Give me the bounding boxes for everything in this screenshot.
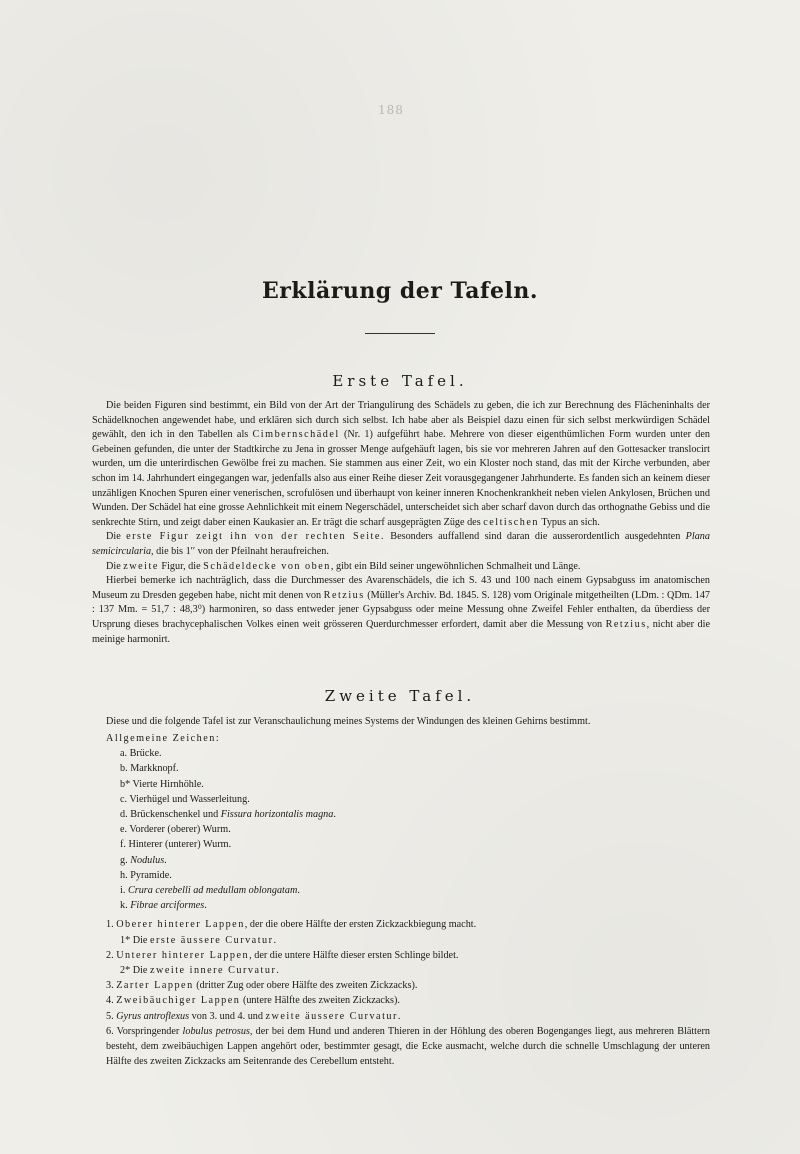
text-run: Die beiden Figuren sind bestimmt, ein Bild von der Art der Triangulirung des Schädels zu geben, die ich zur Berechnung des Flächeninhalts der Schädelknochen angewendet habe, und erklären sich durch sich selbst. Ich habe aber als Beispiel dazu einen für sich selbst merkwürdigen Schädel gewählt, den ich in den Tabellen als [92, 400, 710, 441]
text-run: 2* Die [120, 965, 150, 977]
italic-term: Crura cerebelli ad medullam oblongatam [127, 885, 298, 897]
spaced-term: Retzius [323, 589, 365, 601]
text-run: . [333, 809, 336, 820]
spaced-term: Schädeldecke von oben [203, 560, 331, 572]
spaced-term: Zweibäuchiger Lappen [116, 995, 241, 1007]
text-run: g. [120, 854, 131, 866]
text-run: Figur, die [158, 560, 204, 572]
text-run: Hierbei bemerke ich nachträglich, dass die Durchmesser des Avarenschädels, die ich S. 43 und 100 nach einem Gypsabguss im anatomischen Museum zu Dresden gegeben habe, nicht mit denen von [92, 575, 710, 601]
text-run: e. Vorderer (oberer) Wurm. [120, 824, 231, 836]
text-run: . [273, 934, 277, 946]
spaced-term: Zarter Lappen [116, 980, 194, 992]
text-run: . [276, 965, 279, 977]
legend-item [120, 746, 710, 761]
italic-term: Plana semicircularia [92, 531, 710, 557]
legend-item [120, 807, 710, 822]
legend-list [92, 746, 710, 913]
spaced-term: Oberer hinterer Lappen [116, 919, 245, 931]
legend-item [120, 898, 710, 913]
text-run: d. Brückenschenkel und [120, 809, 221, 820]
text-run: 1. [106, 919, 117, 931]
text-run: b* Vierte Hirnhöhle. [120, 778, 204, 790]
italic-term: Fibrae arciformes [130, 900, 205, 912]
legend-item [120, 853, 710, 868]
sub-item [106, 933, 710, 948]
spaced-term: celtischen [483, 516, 539, 528]
title-divider [365, 333, 435, 334]
list-item [106, 1009, 710, 1024]
section-heading-erste-tafel: Erste Tafel. [332, 372, 468, 390]
list-item [106, 1024, 710, 1070]
spaced-term: zweite innere Curvatur [150, 965, 277, 977]
text-run: . [164, 854, 167, 866]
text-run: 2. [106, 949, 117, 961]
text-run: (Nr. 1) aufgeführt habe. Mehrere von dieser eigenthümlichen Form wurden unter den Gebeinen gefunden, die unter der Stadtkirche zu Jena in grosser Menge aufgehäuft lagen, bis sie vor mehreren Jahren auf den Gottesacker translocirt wurden, um die unterirdischen Gewölbe frei zu machen. Sie stammen aus einer Zeit, wo ein Kloster noch stand, das mit der Kirche verbunden, aber schon im 14. Jahrhundert eingegangen war, jedenfalls also aus einer Reihe dieser Zeit vorausgegangener Jahrhunderte. Es fanden sich an keinem dieser unzähligen Knochen Spuren einer venerischen, scrofulösen und überhaupt von keiner inneren Knochenkrankheit neben vielen Ankylosen, Brüchen und Wunden. Der Schädel hat eine grosse Aehnlichkeit mit einem Negerschädel, unterscheidet sich aber scharf davon durch das orthognathe Gebiss und die senkrechte Stirn, und zeigt daber einen Kaukasier an. Er trägt die scharf ausgeprägten Züge des [92, 429, 710, 528]
paragraph [92, 574, 710, 647]
text-run: , die bis 1′′ von der Pfeilnaht heraufreichen. [151, 545, 329, 557]
spaced-term: Retzius [605, 618, 647, 630]
list-item [106, 917, 710, 947]
text-run: 5. [106, 1010, 117, 1022]
text-run: . [204, 900, 207, 912]
text-run: , nicht aber die meinige harmonirt. [92, 618, 710, 645]
text-run: Die [106, 560, 124, 572]
spaced-term: zweite äussere Curvatur [265, 1010, 398, 1022]
italic-term: Nodulus [130, 854, 165, 866]
spaced-term: Unterer hinterer Lappen [116, 949, 250, 961]
text-run: , der die obere Hälfte der ersten Zickzackbiegung macht. [244, 919, 477, 931]
legend-item [120, 837, 710, 852]
text-run: (dritter Zug oder obere Hälfte des zweiten Zickzacks). [193, 980, 418, 992]
text-run: Die [106, 531, 127, 543]
text-run: . [297, 885, 300, 897]
section-zweite-tafel [92, 715, 710, 1069]
legend-item [120, 822, 710, 837]
section-heading-zweite-tafel: Zweite Tafel. [324, 687, 476, 705]
spaced-term: Cimbernschädel [252, 429, 340, 441]
text-run: , der die untere Hälfte dieser ersten Schlinge bildet. [249, 949, 459, 961]
legend-item [120, 777, 710, 792]
list-item [106, 978, 710, 993]
spaced-term: erste Figur zeigt ihn von der rechten Seite. [126, 531, 385, 543]
text-run: a. Brücke. [120, 748, 162, 760]
text-run: Besonders auffallend sind daran die ausserordentlich ausgedehnten [384, 531, 686, 543]
legend-item [120, 792, 710, 807]
text-run: , gibt ein Bild seiner ungewöhnlichen Schmalheit und Länge. [330, 560, 581, 572]
list-item [106, 948, 710, 978]
text-run: 4. [106, 995, 117, 1007]
text-run: , der bei dem Hund und anderen Thieren in der Höhlung des oberen Bogenganges liegt, aus mehreren Blättern besteht, dem zweibäuchigen Lappen angehört oder, bestimmter gesagt, die Ecke ausmacht, welche durch die schnelle Umschlagung der unteren Hälfte des zweiten Zickzacks am Seitenrande des Cerebellum entsteht. [106, 1025, 711, 1068]
text-run: (Müller's Archiv. Bd. 1845. S. 128) vom Originale mitgetheilten (LDm. : QDm. 147 : 137 Mm. = 51,7 : 48,3⁰) harmoniren, so dass entweder jener Gypsabguss oder meine Messung ohne Zweifel Fehler enthalten, da überdiess der Ursprung dieses brachycephalischen Volkes einen weit grösseren Querdurchmesser erfordert, damit aber die Messung von [92, 589, 711, 630]
page-title: Erklärung der Tafeln. [262, 278, 538, 304]
text-run: c. Vierhügel und Wasserleitung. [120, 793, 250, 805]
text-run: von 3. und 4. und [189, 1010, 266, 1022]
numbered-list [92, 917, 710, 1069]
section-erste-tafel [92, 399, 710, 647]
text-run: 3. [106, 980, 117, 992]
text-run: f. Hinterer (unterer) Wurm. [120, 839, 232, 851]
text-run: 1* Die [120, 934, 150, 946]
list-item [106, 993, 710, 1008]
italic-term: lobulus petrosus [182, 1025, 250, 1037]
text-run: h. Pyramide. [120, 869, 172, 881]
legend-item [120, 868, 710, 883]
text-run: k. [120, 900, 131, 912]
text-run: b. Markknopf. [120, 763, 179, 775]
sub-item [106, 963, 710, 978]
spaced-term: zweite [123, 560, 159, 572]
section-intro: Diese und die folgende Tafel ist zur Veranschaulichung meines Systems der Windungen des kleinen Gehirns bestimmt. [106, 716, 591, 727]
legend-item [120, 883, 710, 898]
page-number: 188 [378, 103, 404, 117]
text-run: i. [120, 885, 128, 897]
text-run: (untere Hälfte des zweiten Zickzacks). [240, 995, 400, 1007]
legend-item [120, 761, 710, 776]
spaced-term: erste äussere Curvatur [150, 934, 274, 946]
text-run: . [397, 1010, 401, 1022]
text-run: Typus an sich. [538, 516, 600, 528]
paragraph [92, 399, 710, 530]
legend-title: Allgemeine Zeichen: [106, 732, 221, 744]
italic-term: Fissura horizontalis magna [220, 809, 334, 820]
italic-term: Gyrus antroflexus [116, 1010, 190, 1022]
paragraph [92, 560, 710, 575]
text-run: 6. Vorspringender [106, 1025, 183, 1037]
paragraph [92, 530, 710, 559]
